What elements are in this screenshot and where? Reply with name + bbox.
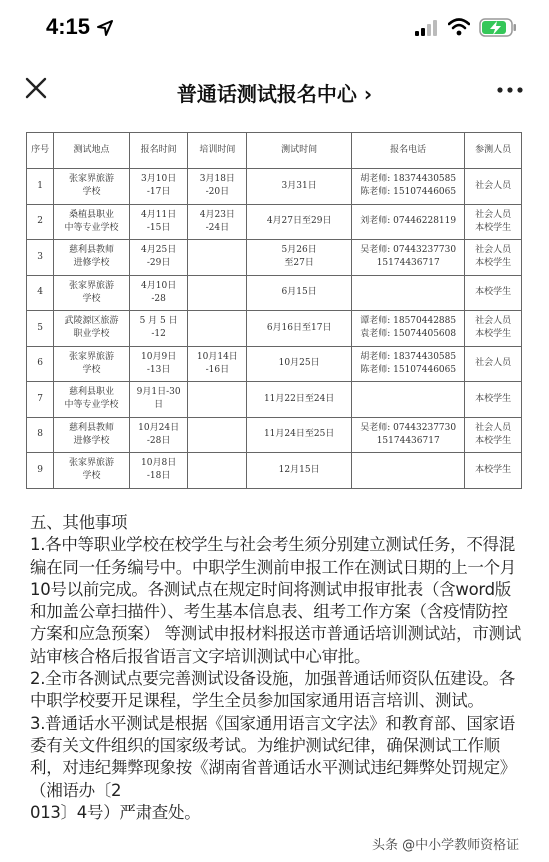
- cell-people-line: 社会人员: [475, 422, 512, 433]
- cell-test-time-line: 10月25日: [278, 358, 320, 369]
- cell-reg-time-line: -18日: [146, 471, 171, 482]
- notes-text: [30, 512, 522, 824]
- cell-no-line: 8: [37, 429, 43, 440]
- cell-test-time: [247, 275, 352, 311]
- cell-train-time: [188, 453, 247, 489]
- cell-test-time: [247, 382, 352, 418]
- document-image: [20, 128, 530, 828]
- notes-heading: 五、其他事项: [30, 513, 128, 532]
- cell-people: [465, 453, 522, 489]
- cell-people-line: 本校学生: [475, 258, 512, 269]
- cell-place: [54, 275, 130, 311]
- cell-people-line: 本校学生: [475, 393, 512, 404]
- notes-item-1: 1.各中等职业学校在校学生与社会考生须分别建立测试任务，不得混编在同一任务编号中。中职学生测前申报工作在测试日期的上一个月10号以前完成。各测试点在规定时间将测试申报审批表（含word版和加盖公章扫描件）、考生基本信息表、组考工作方案（含疫情防控方案和应急预案） 等测试申报材料报送市普通话培训测试站，市测试站审核合格后报省语言文字培训测试中心审批。: [30, 535, 521, 666]
- cell-no-line: 2: [37, 216, 43, 227]
- cell-place: [54, 453, 130, 489]
- cell-test-time: [247, 240, 352, 276]
- cell-place: [54, 346, 130, 382]
- cell-phone: [352, 240, 465, 276]
- table-header-row: [27, 133, 522, 169]
- table-row: [27, 346, 522, 382]
- cell-people: [465, 382, 522, 418]
- cell-test-time-line: 11月24日至25日: [263, 429, 335, 440]
- cell-test-time-line: 3月31日: [281, 180, 317, 191]
- cell-phone: [352, 453, 465, 489]
- header-test-time: 测试时间: [247, 133, 352, 169]
- cell-phone: [352, 275, 465, 311]
- cell-no: [27, 204, 54, 240]
- notes-item-2: 2.全市各测试点要完善测试设备设施，加强普通话师资队伍建设。各中职学校要开足课程，学生全员参加国家通用语言培训、测试。: [30, 669, 515, 711]
- cell-train-time: [188, 382, 247, 418]
- cell-reg-time: [129, 346, 188, 382]
- cell-train-time: [188, 169, 247, 205]
- cell-place: [54, 204, 130, 240]
- cell-people-line: 本校学生: [475, 435, 512, 446]
- cell-place: [54, 169, 130, 205]
- cell-people-line: 本校学生: [475, 329, 512, 340]
- cell-train-time-line: 10月14日: [196, 351, 238, 362]
- cell-place-line: 进修学校: [73, 258, 110, 269]
- cell-people: [465, 204, 522, 240]
- status-bar: [0, 0, 549, 56]
- header-reg-time: 报名时间: [129, 133, 188, 169]
- cell-people: [465, 240, 522, 276]
- cell-no: [27, 453, 54, 489]
- cell-no: [27, 311, 54, 347]
- cell-place-line: 慈利县教师: [69, 245, 115, 256]
- cell-reg-time-line: -12: [151, 329, 166, 340]
- cell-reg-time-line: 4月10日: [141, 280, 177, 291]
- cell-place-line: 职业学校: [73, 329, 110, 340]
- watermark: 头条 @中小学教师资格证: [372, 838, 520, 853]
- page-title[interactable]: 普通话测试报名中心 ›: [176, 82, 373, 106]
- header-people: 参测人员: [465, 133, 522, 169]
- cell-train-time: [188, 204, 247, 240]
- cell-people: [465, 169, 522, 205]
- cell-place-line: 学校: [82, 293, 101, 304]
- cell-reg-time-line: 日: [154, 400, 164, 411]
- cell-people-line: 社会人员: [475, 209, 512, 220]
- cell-test-time: [247, 453, 352, 489]
- schedule-table: [26, 132, 522, 489]
- cell-place: [54, 382, 130, 418]
- cell-test-time: [247, 169, 352, 205]
- cell-phone-line: 陈老师: 15107446065: [360, 187, 457, 198]
- cell-place-line: 中等专业学校: [64, 400, 119, 411]
- cell-phone-line: 胡老师: 18374430585: [360, 174, 457, 185]
- cell-place-line: 学校: [82, 364, 101, 375]
- cell-test-time-line: 至27日: [284, 258, 314, 269]
- cell-reg-time: [129, 311, 188, 347]
- cell-test-time: [247, 417, 352, 453]
- cell-people: [465, 311, 522, 347]
- status-time: 4:15: [46, 14, 91, 39]
- table-row: [27, 382, 522, 418]
- cell-reg-time: [129, 169, 188, 205]
- location-arrow-icon: [97, 20, 113, 36]
- table-row: [27, 275, 522, 311]
- cell-no-line: 1: [37, 180, 43, 191]
- table-row: [27, 240, 522, 276]
- cell-people-line: 社会人员: [475, 245, 512, 256]
- cell-no: [27, 169, 54, 205]
- cell-no: [27, 346, 54, 382]
- cell-phone-line: 袁老师: 15074405608: [360, 329, 457, 340]
- cell-no-line: 6: [37, 358, 43, 369]
- cell-phone-line: 15174436717: [376, 435, 440, 446]
- cell-no: [27, 382, 54, 418]
- cell-phone: [352, 204, 465, 240]
- cell-phone: [352, 169, 465, 205]
- cell-train-time-line: -16日: [205, 364, 230, 375]
- cell-phone-line: 15174436717: [376, 258, 440, 269]
- cell-place-line: 学校: [82, 187, 101, 198]
- table-row: [27, 417, 522, 453]
- cell-reg-time-line: 10月9日: [141, 351, 177, 362]
- cell-test-time-line: 6月15日: [281, 287, 317, 298]
- cell-people: [465, 346, 522, 382]
- cell-reg-time-line: 5 月 5 日: [139, 316, 178, 327]
- cell-phone-line: 吴老师: 07443237730: [360, 245, 457, 256]
- cell-train-time: [188, 346, 247, 382]
- cell-train-time-line: -20日: [205, 187, 230, 198]
- cell-place-line: 慈利县教师: [69, 422, 115, 433]
- cell-no-line: 4: [37, 287, 43, 298]
- cell-train-time: [188, 417, 247, 453]
- cell-reg-time: [129, 240, 188, 276]
- table-row: [27, 453, 522, 489]
- cell-test-time-line: 12月15日: [278, 464, 320, 475]
- cell-place-line: 桑植县职业: [69, 209, 115, 220]
- cell-people-line: 社会人员: [475, 180, 512, 191]
- cell-phone: [352, 346, 465, 382]
- header-train-time: 培训时间: [188, 133, 247, 169]
- notes-item-3-cont: 013〕4号）严肃查处。: [30, 802, 201, 822]
- cell-train-time-line: -24日: [205, 222, 230, 233]
- cell-test-time: [247, 311, 352, 347]
- cell-reg-time-line: -28: [151, 293, 166, 304]
- cell-test-time-line: 4月27日至29日: [266, 216, 332, 227]
- cell-no: [27, 275, 54, 311]
- cell-people-line: 本校学生: [475, 464, 512, 475]
- header-no: 序号: [27, 133, 54, 169]
- cell-train-time: [188, 311, 247, 347]
- cell-place-line: 学校: [82, 471, 101, 482]
- cell-reg-time-line: 3月10日: [141, 174, 177, 185]
- header-place: 测试地点: [54, 133, 130, 169]
- cell-no: [27, 240, 54, 276]
- cell-place-line: 进修学校: [73, 435, 110, 446]
- cell-place-line: 张家界旅游: [69, 280, 115, 291]
- cell-reg-time-line: 10月8日: [141, 458, 177, 469]
- cell-reg-time-line: -28日: [146, 435, 171, 446]
- cell-place: [54, 240, 130, 276]
- cell-place-line: 张家界旅游: [69, 458, 115, 469]
- cell-phone: [352, 417, 465, 453]
- header-phone: 报名电话: [352, 133, 465, 169]
- wifi-icon: [448, 18, 470, 36]
- cell-reg-time-line: 4月25日: [141, 245, 177, 256]
- cell-place-line: 中等专业学校: [64, 222, 119, 233]
- cell-test-time-line: 11月22日至24日: [263, 393, 335, 404]
- cell-test-time: [247, 204, 352, 240]
- cell-reg-time: [129, 275, 188, 311]
- cell-place-line: 慈利县职业: [69, 387, 115, 398]
- cell-people-line: 社会人员: [475, 358, 512, 369]
- cell-reg-time: [129, 453, 188, 489]
- table-row: [27, 204, 522, 240]
- nav-bar: [0, 56, 549, 120]
- cell-phone-line: 陈老师: 15107446065: [360, 364, 457, 375]
- cell-people-line: 本校学生: [475, 222, 512, 233]
- cell-train-time-line: 3月18日: [199, 174, 235, 185]
- battery-charging-icon: [479, 18, 517, 37]
- cell-phone: [352, 382, 465, 418]
- cell-phone-line: 谭老师: 18570442885: [360, 316, 457, 327]
- cell-reg-time-line: 9月1日-30: [136, 387, 181, 398]
- cell-reg-time-line: 4月11日: [141, 209, 177, 220]
- cell-reg-time-line: 10月24日: [138, 422, 180, 433]
- cell-people: [465, 275, 522, 311]
- cell-reg-time-line: -13日: [146, 364, 171, 375]
- cell-no-line: 7: [37, 393, 43, 404]
- cell-people-line: 本校学生: [475, 287, 512, 298]
- more-options-icon[interactable]: [496, 86, 524, 94]
- cell-reg-time-line: -29日: [146, 258, 171, 269]
- table-row: [27, 311, 522, 347]
- cell-train-time-line: 4月23日: [199, 209, 235, 220]
- notes-item-3: 3.普通话水平测试是根据《国家通用语言文字法》和教育部、国家语委有关文件组织的国家级考试。为维护测试纪律，确保测试工作顺利，对违纪舞弊现象按《湖南省普通话水平测试违纪舞弊处罚规定》（湘语办〔2: [30, 713, 517, 800]
- cell-reg-time: [129, 382, 188, 418]
- cellular-signal-icon: [415, 20, 437, 36]
- cell-phone-line: 刘老师: 07446228119: [360, 216, 457, 227]
- cell-place-line: 武陵源区旅游: [64, 316, 119, 327]
- cell-reg-time: [129, 417, 188, 453]
- cell-place: [54, 311, 130, 347]
- cell-place-line: 张家界旅游: [69, 174, 115, 185]
- cell-no-line: 9: [37, 464, 43, 475]
- cell-reg-time-line: -17日: [146, 187, 171, 198]
- cell-no-line: 3: [37, 251, 43, 262]
- cell-phone-line: 吴老师: 07443237730: [360, 422, 457, 433]
- cell-reg-time: [129, 204, 188, 240]
- cell-phone: [352, 311, 465, 347]
- cell-test-time-line: 5月26日: [281, 245, 317, 256]
- cell-phone-line: 胡老师: 18374430585: [360, 351, 457, 362]
- cell-people: [465, 417, 522, 453]
- cell-no-line: 5: [37, 322, 43, 333]
- cell-test-time-line: 6月16日至17日: [266, 322, 332, 333]
- table-row: [27, 169, 522, 205]
- cell-train-time: [188, 240, 247, 276]
- cell-train-time: [188, 275, 247, 311]
- cell-place-line: 张家界旅游: [69, 351, 115, 362]
- cell-place: [54, 417, 130, 453]
- cell-reg-time-line: -15日: [146, 222, 171, 233]
- cell-people-line: 社会人员: [475, 316, 512, 327]
- cell-no: [27, 417, 54, 453]
- cell-test-time: [247, 346, 352, 382]
